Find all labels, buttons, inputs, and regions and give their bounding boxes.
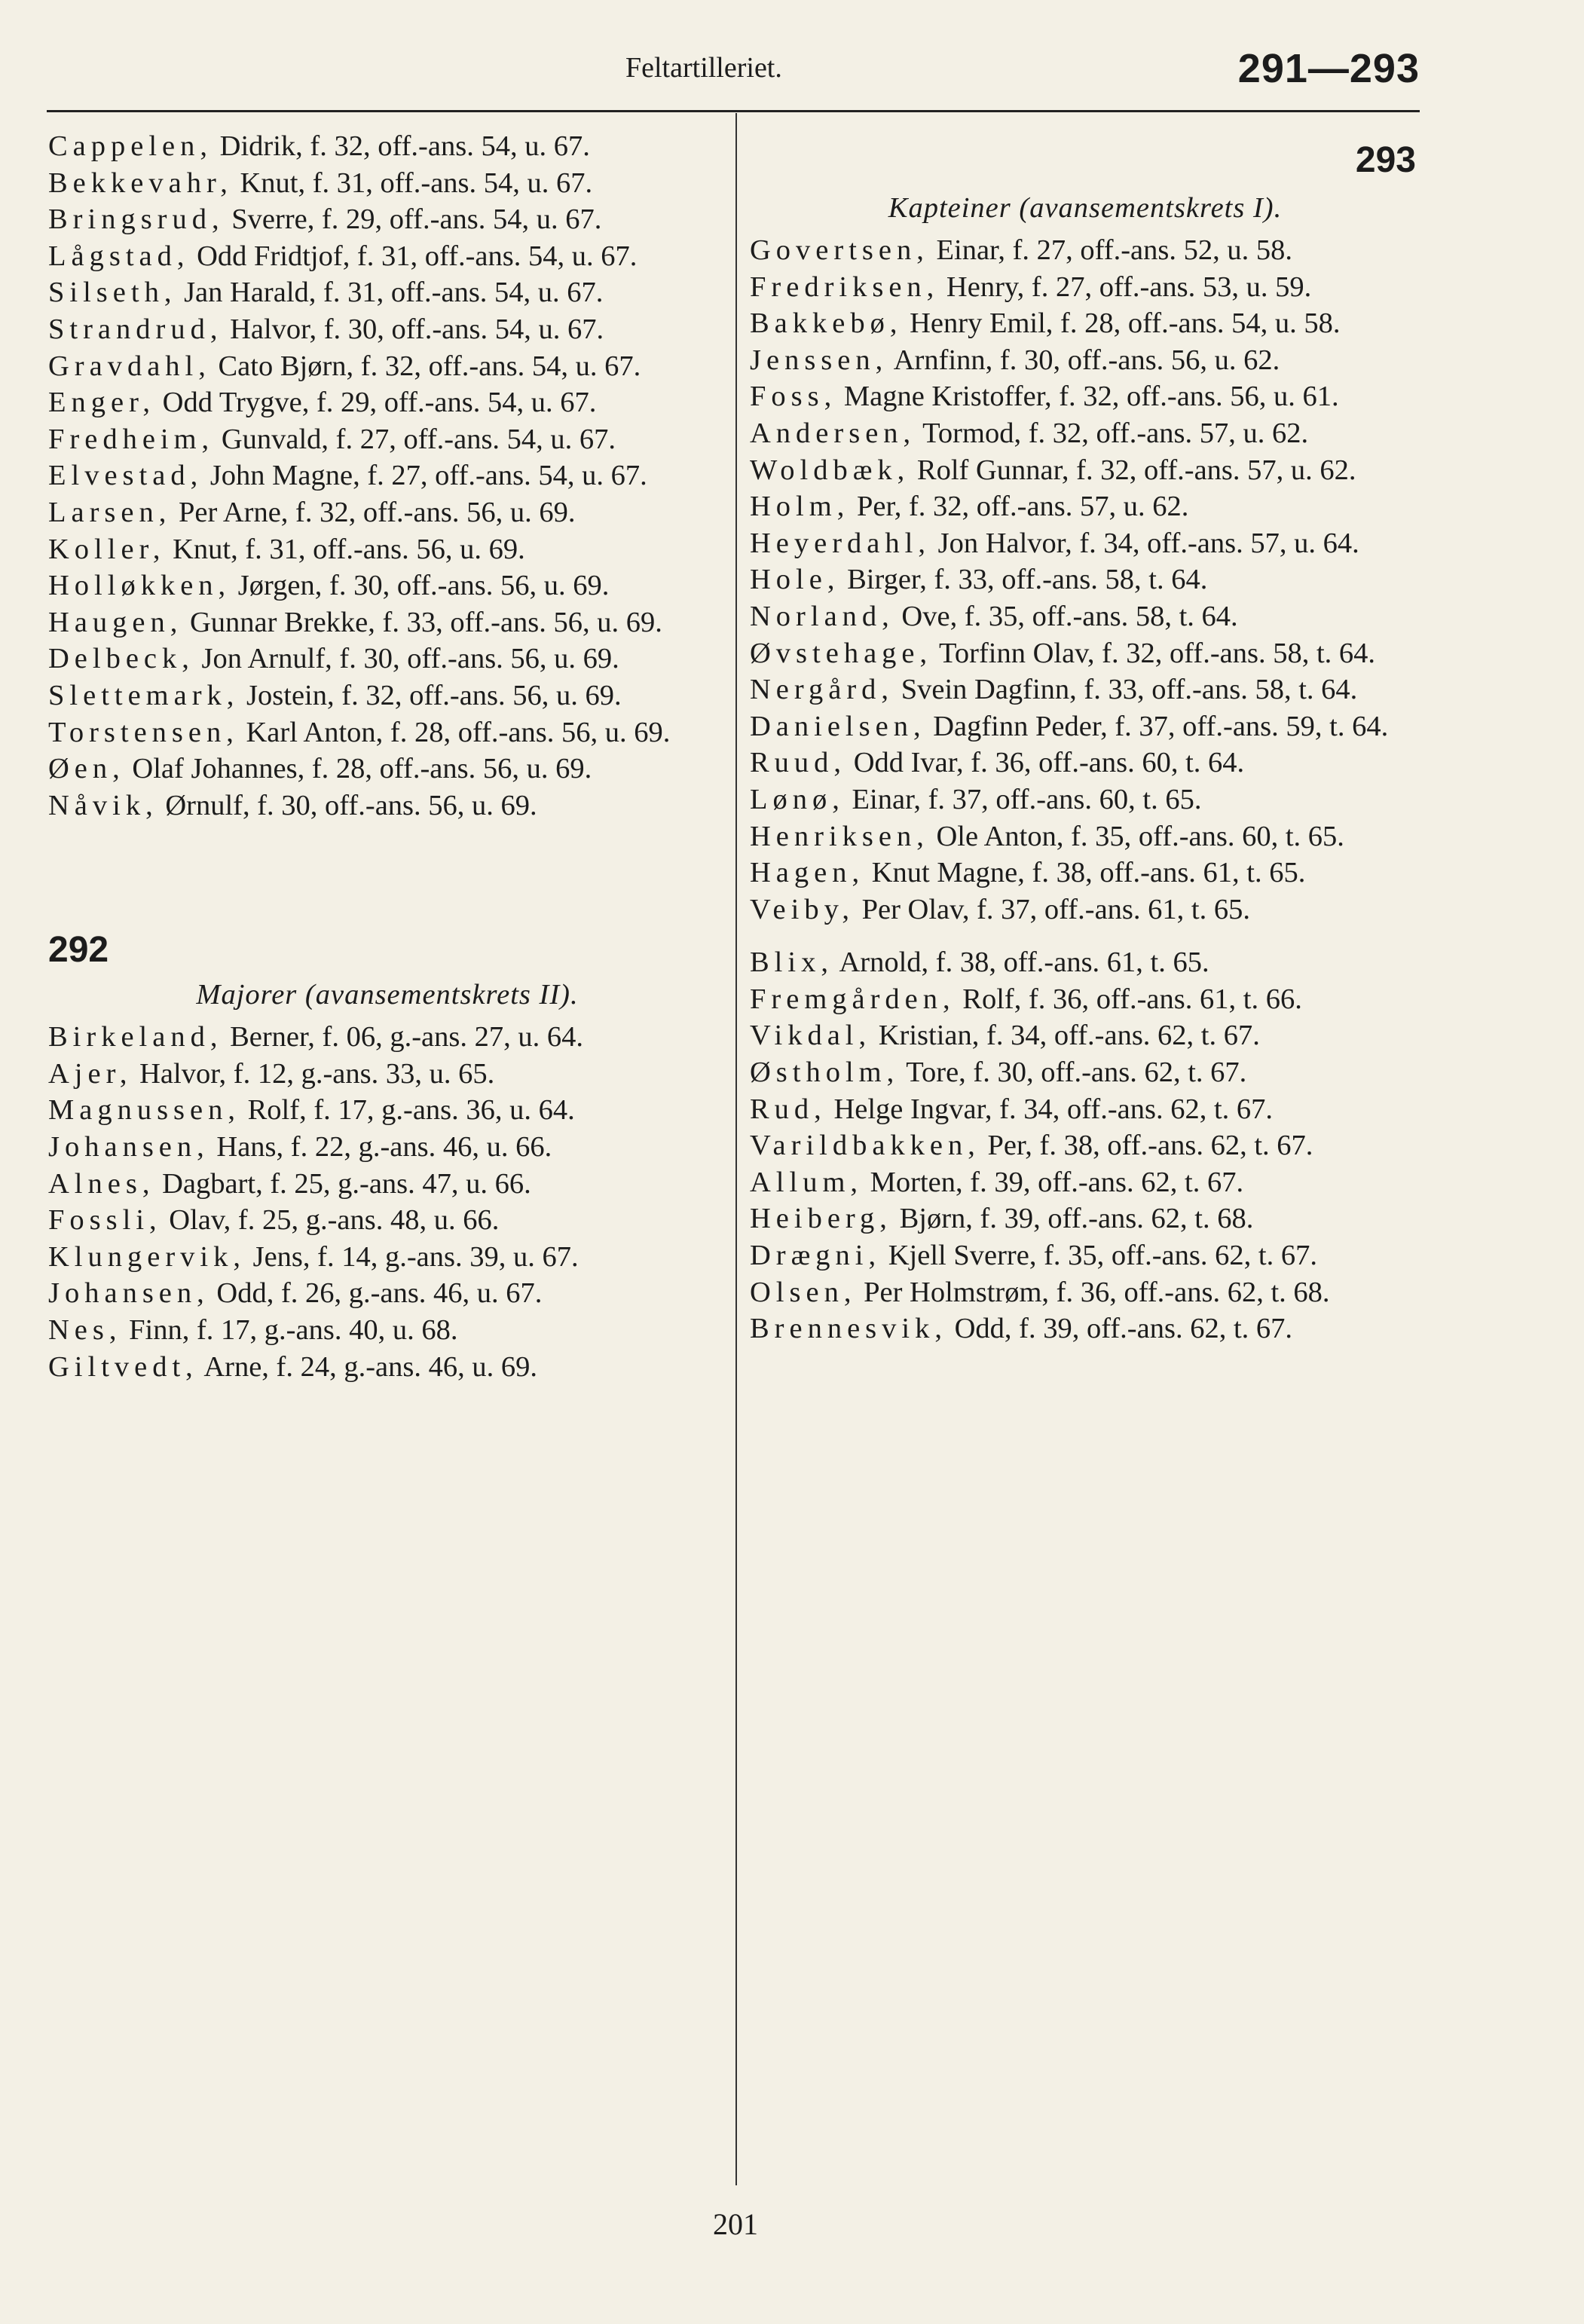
entry-surname: Foss, <box>750 381 837 413</box>
entry-surname: Magnussen, <box>48 1094 240 1127</box>
entry-details: Jørgen, f. 30, off.-ans. 56, u. 69. <box>231 570 610 602</box>
entry-details: Gunnar Brekke, f. 33, off.-ans. 56, u. 69. <box>182 606 662 638</box>
entries-293 <box>750 232 1420 1347</box>
entry-surname: Fredheim, <box>48 423 215 455</box>
list-item <box>750 525 1420 562</box>
entry-details: Olav, f. 25, g.-ans. 48, u. 66. <box>161 1204 500 1237</box>
entry-details: Odd, f. 39, off.-ans. 62, t. 67. <box>946 1313 1293 1345</box>
list-item <box>48 1019 726 1056</box>
entry-details: Gunvald, f. 27, off.-ans. 54, u. 67. <box>214 423 616 455</box>
list-item <box>750 232 1420 269</box>
list-item <box>750 818 1420 855</box>
list-item <box>750 598 1420 635</box>
header-rule <box>47 110 1420 112</box>
entry-details: Morten, f. 39, off.-ans. 62, t. 67. <box>863 1166 1244 1198</box>
list-item <box>750 745 1420 781</box>
entry-surname: Hagen, <box>750 857 865 889</box>
entry-details: Einar, f. 27, off.-ans. 52, u. 58. <box>928 234 1292 266</box>
entry-surname: Drægni, <box>750 1240 882 1272</box>
list-item <box>48 1312 726 1349</box>
entry-surname: Holløkken, <box>48 570 231 602</box>
list-item <box>48 274 726 311</box>
entry-details: Odd Trygve, f. 29, off.-ans. 54, u. 67. <box>155 387 597 419</box>
entry-surname: Heyerdahl, <box>750 527 931 559</box>
list-item <box>48 494 726 531</box>
entry-details: Jens, f. 14, g.-ans. 39, u. 67. <box>245 1240 579 1273</box>
page-number: 201 <box>713 2207 758 2241</box>
list-item <box>750 1274 1420 1311</box>
entry-surname: Bakkebø, <box>750 307 903 340</box>
entry-surname: Haugen, <box>48 606 183 638</box>
entry-surname: Bringsrud, <box>48 203 225 236</box>
entry-details: Per Olav, f. 37, off.-ans. 61, t. 65. <box>854 893 1250 925</box>
list-item <box>48 1129 726 1166</box>
entry-details: Henry Emil, f. 28, off.-ans. 54, u. 58. <box>902 307 1341 340</box>
entry-details: Dagfinn Peder, f. 37, off.-ans. 59, t. 64. <box>925 710 1389 742</box>
entry-details: Didrik, f. 32, off.-ans. 54, u. 67. <box>213 130 590 162</box>
entry-surname: Elvestad, <box>48 460 203 492</box>
entry-surname: Fredriksen, <box>750 271 940 303</box>
entry-surname: Nåvik, <box>48 789 158 821</box>
entry-surname: Klungervik, <box>48 1240 246 1273</box>
entry-details: Kristian, f. 34, off.-ans. 62, t. 67. <box>871 1020 1260 1052</box>
entry-surname: Østholm, <box>750 1057 900 1089</box>
list-item <box>750 1200 1420 1237</box>
entry-surname: Ruud, <box>750 747 847 779</box>
entry-details: Per, f. 38, off.-ans. 62, t. 67. <box>980 1130 1313 1162</box>
entry-details: Bjørn, f. 39, off.-ans. 62, t. 68. <box>891 1203 1254 1235</box>
list-item <box>48 311 726 348</box>
entry-surname: Blix, <box>750 946 833 979</box>
entry-surname: Delbeck, <box>48 643 194 675</box>
entry-details: Halvor, f. 12, g.-ans. 33, u. 65. <box>132 1057 495 1090</box>
entry-details: Jan Harald, f. 31, off.-ans. 54, u. 67. <box>176 277 604 309</box>
entry-details: Tormod, f. 32, off.-ans. 57, u. 62. <box>916 417 1309 449</box>
entry-surname: Govertsen, <box>750 234 929 266</box>
entry-details: Arnold, f. 38, off.-ans. 61, t. 65. <box>833 946 1209 979</box>
entry-details: Olaf Johannes, f. 28, off.-ans. 56, u. 69. <box>124 753 592 785</box>
entry-surname: Øen, <box>48 753 125 785</box>
entry-details: Sverre, f. 29, off.-ans. 54, u. 67. <box>224 203 602 236</box>
entry-details: Rolf Gunnar, f. 32, off.-ans. 57, u. 62. <box>910 454 1356 486</box>
entry-surname: Allum, <box>750 1166 864 1198</box>
entry-surname: Rud, <box>750 1093 827 1125</box>
list-item <box>750 1164 1420 1201</box>
list-item <box>48 201 726 238</box>
list-item <box>750 781 1420 818</box>
list-item <box>750 1127 1420 1164</box>
entry-surname: Nes, <box>48 1314 122 1347</box>
list-item <box>48 1202 726 1239</box>
entry-details: Per Arne, f. 32, off.-ans. 56, u. 69. <box>171 496 576 528</box>
list-item <box>750 342 1420 379</box>
list-item <box>750 269 1420 306</box>
list-item <box>750 944 1420 981</box>
entry-details: John Magne, f. 27, off.-ans. 54, u. 67. <box>203 460 647 492</box>
entry-surname: Torstensen, <box>48 716 239 748</box>
list-item <box>750 1091 1420 1128</box>
entry-details: Odd Ivar, f. 36, off.-ans. 60, t. 64. <box>846 747 1245 779</box>
entry-details: Ole Anton, f. 35, off.-ans. 60, t. 65. <box>928 820 1344 852</box>
entry-surname: Enger, <box>48 387 156 419</box>
list-item <box>750 635 1420 672</box>
entry-details: Arnfinn, f. 30, off.-ans. 56, u. 62. <box>888 344 1280 376</box>
list-item <box>48 714 726 751</box>
entry-details: Torfinn Olav, f. 32, off.-ans. 58, t. 64. <box>932 637 1376 669</box>
entry-details: Odd, f. 26, g.-ans. 46, u. 67. <box>209 1277 543 1310</box>
column-divider <box>735 113 737 2185</box>
right-column <box>750 139 1420 1347</box>
list-item <box>48 165 726 202</box>
list-item <box>48 531 726 568</box>
entry-surname: Bekkevahr, <box>48 167 233 199</box>
list-item <box>750 891 1420 928</box>
entry-details: Ørnulf, f. 30, off.-ans. 56, u. 69. <box>157 789 537 821</box>
entry-details: Svein Dagfinn, f. 33, off.-ans. 58, t. 64. <box>894 674 1358 706</box>
list-item <box>48 1092 726 1129</box>
entry-details: Jon Halvor, f. 34, off.-ans. 57, u. 64. <box>930 527 1359 559</box>
list-item <box>48 384 726 421</box>
entry-details: Einar, f. 37, off.-ans. 60, t. 65. <box>844 783 1202 815</box>
left-column <box>48 128 726 1385</box>
entry-details: Henry, f. 27, off.-ans. 53, u. 59. <box>939 271 1312 303</box>
entry-surname: Danielsen, <box>750 710 926 742</box>
entry-surname: Holm, <box>750 491 850 523</box>
list-item <box>48 1275 726 1312</box>
list-item <box>750 855 1420 891</box>
entry-surname: Koller, <box>48 533 166 565</box>
entry-surname: Norland, <box>750 600 894 632</box>
entry-details: Ove, f. 35, off.-ans. 58, t. 64. <box>894 600 1238 632</box>
list-item <box>750 1017 1420 1054</box>
entry-surname: Woldbæk, <box>750 454 910 486</box>
list-item <box>750 488 1420 525</box>
entry-details: Jostein, f. 32, off.-ans. 56, u. 69. <box>239 679 622 711</box>
entry-details: Helge Ingvar, f. 34, off.-ans. 62, t. 67. <box>826 1093 1274 1125</box>
entry-details: Rolf, f. 36, off.-ans. 61, t. 66. <box>955 983 1302 1015</box>
entry-surname: Veiby, <box>750 893 855 925</box>
list-item <box>750 708 1420 745</box>
entry-surname: Nergård, <box>750 674 894 706</box>
list-item <box>750 415 1420 452</box>
entry-details: Rolf, f. 17, g.-ans. 36, u. 64. <box>240 1094 575 1127</box>
entry-surname: Varildbakken, <box>750 1130 980 1162</box>
list-item <box>750 1054 1420 1091</box>
running-header-pages: 291—293 <box>1237 46 1420 91</box>
entry-surname: Heiberg, <box>750 1203 892 1235</box>
list-item <box>750 561 1420 598</box>
entry-surname: Slettemark, <box>48 679 240 711</box>
list-item <box>48 348 726 385</box>
entry-surname: Ajer, <box>48 1057 133 1090</box>
entry-details: Arne, f. 24, g.-ans. 46, u. 69. <box>197 1350 537 1383</box>
list-item <box>48 641 726 677</box>
entry-details: Knut, f. 31, off.-ans. 54, u. 67. <box>232 167 593 199</box>
entry-details: Birger, f. 33, off.-ans. 58, t. 64. <box>839 564 1208 596</box>
entry-surname: Gravdahl, <box>48 350 211 382</box>
section-heading-293: Kapteiner (avansementskrets I). <box>888 192 1283 224</box>
entry-details: Knut Magne, f. 38, off.-ans. 61, t. 65. <box>864 857 1306 889</box>
entry-details: Berner, f. 06, g.-ans. 27, u. 64. <box>222 1021 583 1053</box>
list-item <box>48 604 726 641</box>
entry-details: Per, f. 32, off.-ans. 57, u. 62. <box>849 491 1189 523</box>
entry-surname: Lønø, <box>750 783 845 815</box>
list-item <box>48 421 726 458</box>
list-item <box>48 677 726 714</box>
entry-surname: Fossli, <box>48 1204 162 1237</box>
entry-details: Halvor, f. 30, off.-ans. 54, u. 67. <box>222 313 604 345</box>
list-item <box>48 1349 726 1386</box>
list-item <box>750 378 1420 415</box>
entry-surname: Strandrud, <box>48 313 223 345</box>
list-item <box>48 1166 726 1203</box>
entries-291 <box>48 128 726 824</box>
list-item <box>750 452 1420 489</box>
section-heading-292: Majorer (avansementskrets II). <box>196 979 579 1011</box>
entry-details: Cato Bjørn, f. 32, off.-ans. 54, u. 67. <box>210 350 641 382</box>
entry-details: Kjell Sverre, f. 35, off.-ans. 62, t. 67. <box>881 1240 1317 1272</box>
entry-surname: Giltvedt, <box>48 1350 198 1383</box>
list-item <box>48 1056 726 1093</box>
entry-surname: Cappelen, <box>48 130 213 162</box>
entry-details: Magne Kristoffer, f. 32, off.-ans. 56, u. 61. <box>836 381 1339 413</box>
entry-surname: Lågstad, <box>48 240 190 272</box>
entry-surname: Brennesvik, <box>750 1313 947 1345</box>
list-item <box>48 567 726 604</box>
list-item <box>48 457 726 494</box>
list-item <box>750 305 1420 342</box>
entry-surname: Hole, <box>750 564 840 596</box>
entry-details: Tore, f. 30, off.-ans. 62, t. 67. <box>899 1057 1247 1089</box>
entry-surname: Vikdal, <box>750 1020 872 1052</box>
entry-surname: Alnes, <box>48 1167 155 1200</box>
entry-details: Hans, f. 22, g.-ans. 46, u. 66. <box>209 1131 552 1164</box>
entry-details: Jon Arnulf, f. 30, off.-ans. 56, u. 69. <box>194 643 619 675</box>
list-item <box>750 671 1420 708</box>
entry-details: Odd Fridtjof, f. 31, off.-ans. 54, u. 67. <box>189 240 638 272</box>
list-item <box>750 1310 1420 1347</box>
list-item <box>48 751 726 787</box>
section-number-292: 292 <box>48 930 109 971</box>
entry-surname: Jenssen, <box>750 344 888 376</box>
list-item <box>750 1237 1420 1274</box>
list-item <box>48 787 726 824</box>
entry-surname: Øvstehage, <box>750 637 933 669</box>
list-item <box>48 1239 726 1276</box>
entry-details: Finn, f. 17, g.-ans. 40, u. 68. <box>121 1314 458 1347</box>
running-header-title: Feltartilleriet. <box>625 52 782 84</box>
list-item <box>750 981 1420 1018</box>
entry-details: Karl Anton, f. 28, off.-ans. 56, u. 69. <box>238 716 671 748</box>
entry-surname: Henriksen, <box>750 820 929 852</box>
list-item <box>48 128 726 165</box>
entry-surname: Silseth, <box>48 277 177 309</box>
entries-292 <box>48 1019 726 1385</box>
entry-details: Per Holmstrøm, f. 36, off.-ans. 62, t. 68. <box>856 1276 1330 1308</box>
section-number-293: 293 <box>1355 140 1416 180</box>
entry-surname: Johansen, <box>48 1277 209 1310</box>
entry-details: Dagbart, f. 25, g.-ans. 47, u. 66. <box>154 1167 531 1200</box>
entry-surname: Birkeland, <box>48 1021 223 1053</box>
entry-surname: Fremgården, <box>750 983 956 1015</box>
entry-surname: Andersen, <box>750 417 916 449</box>
list-item <box>48 238 726 275</box>
entry-surname: Johansen, <box>48 1131 209 1164</box>
entry-details: Knut, f. 31, off.-ans. 56, u. 69. <box>165 533 525 565</box>
entry-surname: Larsen, <box>48 496 172 528</box>
entry-surname: Olsen, <box>750 1276 857 1308</box>
